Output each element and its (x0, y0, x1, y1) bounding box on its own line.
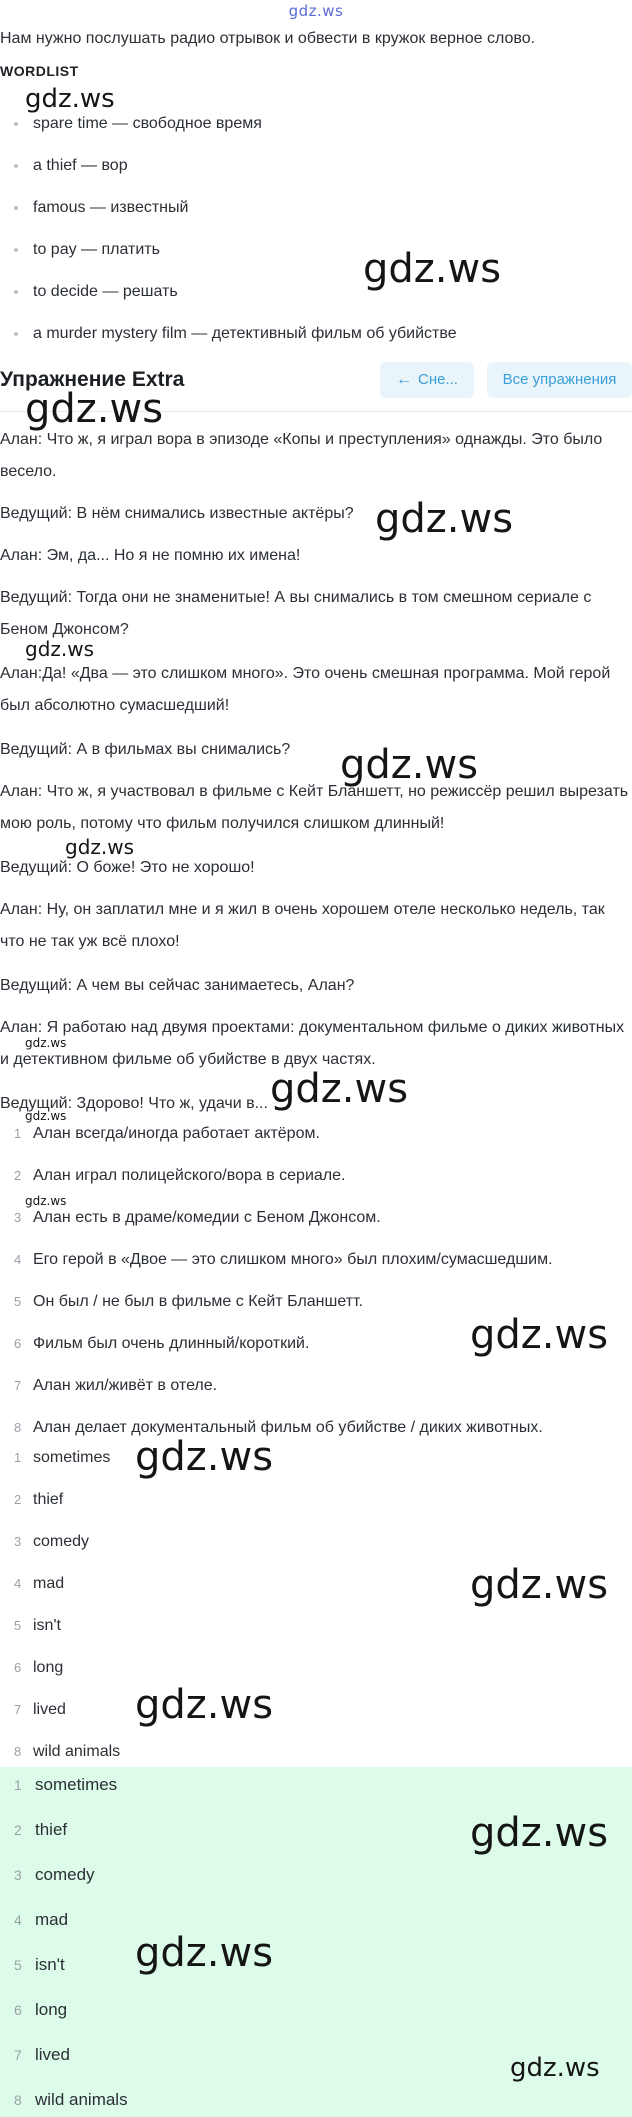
highlighted-answer-item (0, 1771, 632, 1799)
statement-item (0, 1415, 632, 1441)
statement-number: 2 (14, 1168, 22, 1183)
answer-number: 8 (14, 1744, 22, 1759)
previous-exercise-label: Сне... (418, 371, 458, 388)
wordlist-item (0, 195, 632, 221)
answer-text: sometimes (33, 1449, 111, 1466)
watermark: gdz.ws (470, 1562, 609, 1608)
wordlist-item (0, 237, 632, 263)
watermark: gdz.ws (470, 1810, 609, 1856)
dialogue-line: Ведущий: Здорово! Что ж, удачи в... (0, 1095, 268, 1112)
watermark: gdz.ws (25, 1194, 67, 1208)
dialogue-line: Ведущий: Тогда они не знаменитые! А вы снимались в том смешном сериале с Беном Джонсом? (0, 589, 592, 638)
bullet-icon (14, 332, 18, 336)
statement-number: 8 (14, 1420, 22, 1435)
wordlist-item-text: a murder mystery film — детективный фильм об убийстве (33, 325, 457, 342)
highlighted-answer-item (0, 1951, 632, 1979)
answer-text: long (33, 1659, 64, 1676)
answer-item (0, 1655, 632, 1681)
statement-number: 6 (14, 1336, 22, 1351)
statement-number: 3 (14, 1210, 22, 1225)
watermark: gdz.ws (25, 637, 95, 661)
dialogue-line: Ведущий: А в фильмах вы снимались? (0, 741, 291, 758)
statement-item (0, 1247, 632, 1273)
wordlist-item (0, 153, 632, 179)
statement-number: 5 (14, 1294, 22, 1309)
highlighted-answer-item (0, 1861, 632, 1889)
answer-item (0, 1487, 632, 1513)
watermark: gdz.ws (65, 835, 135, 859)
answer-number: 5 (14, 1957, 22, 1973)
statement-number: 4 (14, 1252, 22, 1267)
arrow-left-icon: ← (396, 371, 413, 388)
wordlist-item-text: to decide — решать (33, 283, 178, 300)
answer-text: isn't (35, 1955, 65, 1974)
dialogue-line: Алан: Я работаю над двумя проектами: документальном фильме о диких животных и детективном фильме об убийстве в двух частях. (0, 1019, 625, 1068)
wordlist-item-text: spare time — свободное время (33, 115, 262, 132)
bullet-icon (14, 248, 18, 252)
watermark: gdz.ws (375, 496, 514, 542)
answer-number: 7 (14, 1702, 22, 1717)
dialogue-line: Алан: Что ж, я участвовал в фильме с Кейт Бланшетт, но режиссёр решил вырезать мою роль, потому что фильм получился слишком длинный! (0, 783, 629, 832)
answer-text: thief (35, 1820, 68, 1839)
answer-number: 3 (14, 1867, 22, 1883)
highlighted-answer-item (0, 2086, 632, 2114)
answer-text: long (35, 2000, 68, 2019)
statement-item (0, 1205, 632, 1231)
answer-item (0, 1697, 632, 1723)
answer-text: sometimes (35, 1775, 118, 1794)
bullet-icon (14, 290, 18, 294)
statement-text: Фильм был очень длинный/короткий. (33, 1335, 310, 1352)
dialogue-line: Ведущий: В нём снимались известные актёры? (0, 505, 354, 522)
answer-item (0, 1739, 632, 1765)
answer-text: lived (33, 1701, 66, 1718)
watermark: gdz.ws (470, 1312, 609, 1358)
bullet-icon (14, 206, 18, 210)
answer-item (0, 1445, 632, 1471)
answer-text: mad (33, 1575, 65, 1592)
answer-text: thief (33, 1491, 64, 1508)
statement-item (0, 1373, 632, 1399)
statement-text: Алан играл полицейского/вора в сериале. (33, 1167, 346, 1184)
answer-number: 8 (14, 2092, 22, 2108)
dialogue-line: Алан:Да! «Два — это слишком много». Это очень смешная программа. Мой герой был абсолютно сумасшедший! (0, 665, 611, 714)
answer-number: 5 (14, 1618, 22, 1633)
top-watermark: gdz.ws (288, 2, 344, 20)
answer-number: 1 (14, 1450, 22, 1465)
answer-text: comedy (35, 1865, 95, 1884)
answer-text: wild animals (35, 2090, 128, 2109)
statement-text: Алан есть в драме/комедии с Беном Джонсом. (33, 1209, 381, 1226)
watermark: gdz.ws (510, 2053, 600, 2083)
answer-number: 2 (14, 1822, 22, 1838)
wordlist-item-text: a thief — вор (33, 157, 128, 174)
answer-number: 6 (14, 2002, 22, 2018)
dialogue-line: Алан: Ну, он заплатил мне и я жил в очень хорошем отеле несколько недель, так что не так уж всё плохо! (0, 901, 605, 950)
answer-number: 4 (14, 1576, 22, 1591)
wordlist-item-text: famous — известный (33, 199, 189, 216)
watermark: gdz.ws (25, 1109, 67, 1123)
highlighted-answer-item (0, 1996, 632, 2024)
statement-number: 7 (14, 1378, 22, 1393)
answer-number: 1 (14, 1777, 22, 1793)
bullet-icon (14, 122, 18, 126)
answer-text: isn't (33, 1617, 61, 1634)
wordlist-item (0, 279, 632, 305)
watermark: gdz.ws (363, 246, 502, 292)
highlighted-answer-item (0, 1906, 632, 1934)
answer-item (0, 1529, 632, 1555)
answer-item (0, 1613, 632, 1639)
wordlist-title: WORDLIST (0, 63, 79, 79)
wordlist-item (0, 111, 632, 137)
answer-number: 2 (14, 1492, 22, 1507)
statement-text: Алан всегда/иногда работает актёром. (33, 1125, 320, 1142)
answer-text: mad (35, 1910, 69, 1929)
watermark: gdz.ws (135, 1434, 274, 1480)
previous-exercise-button[interactable] (380, 362, 474, 398)
all-exercises-button[interactable]: Все упражнения (487, 362, 632, 398)
statement-item (0, 1163, 632, 1189)
wordlist-item-text: to pay — платить (33, 241, 160, 258)
task-intro: Нам нужно послушать радио отрывок и обвести в кружок верное слово. (0, 30, 536, 47)
statement-text: Его герой в «Двое — это слишком много» был плохим/сумасшедшим. (33, 1251, 553, 1268)
statement-text: Он был / не был в фильме с Кейт Бланшетт. (33, 1293, 364, 1310)
answer-text: lived (35, 2045, 70, 2064)
answer-number: 3 (14, 1534, 22, 1549)
answer-text: comedy (33, 1533, 90, 1550)
wordlist-item (0, 321, 632, 347)
watermark: gdz.ws (25, 386, 164, 432)
answer-number: 4 (14, 1912, 22, 1928)
watermark: gdz.ws (270, 1066, 409, 1112)
answer-number: 6 (14, 1660, 22, 1675)
watermark: gdz.ws (25, 84, 115, 114)
watermark: gdz.ws (135, 1930, 274, 1976)
dialogue-line: Ведущий: А чем вы сейчас занимаетесь, Алан? (0, 977, 355, 994)
answer-text: wild animals (33, 1743, 121, 1760)
statement-item (0, 1121, 632, 1147)
watermark: gdz.ws (135, 1682, 274, 1728)
dialogue-line: Алан: Что ж, я играл вора в эпизоде «Копы и преступления» однажды. Это было весело. (0, 431, 603, 480)
statement-number: 1 (14, 1126, 22, 1141)
dialogue-line: Ведущий: О боже! Это не хорошо! (0, 859, 255, 876)
watermark: gdz.ws (25, 1036, 67, 1050)
statement-text: Алан жил/живёт в отеле. (33, 1377, 218, 1394)
exercise-title: Упражнение Extra (0, 368, 185, 391)
bullet-icon (14, 164, 18, 168)
statement-text: Алан делает документальный фильм об убийстве / диких животных. (33, 1419, 543, 1436)
watermark: gdz.ws (340, 742, 479, 788)
answer-number: 7 (14, 2047, 22, 2063)
dialogue-line: Алан: Эм, да... Но я не помню их имена! (0, 547, 301, 564)
